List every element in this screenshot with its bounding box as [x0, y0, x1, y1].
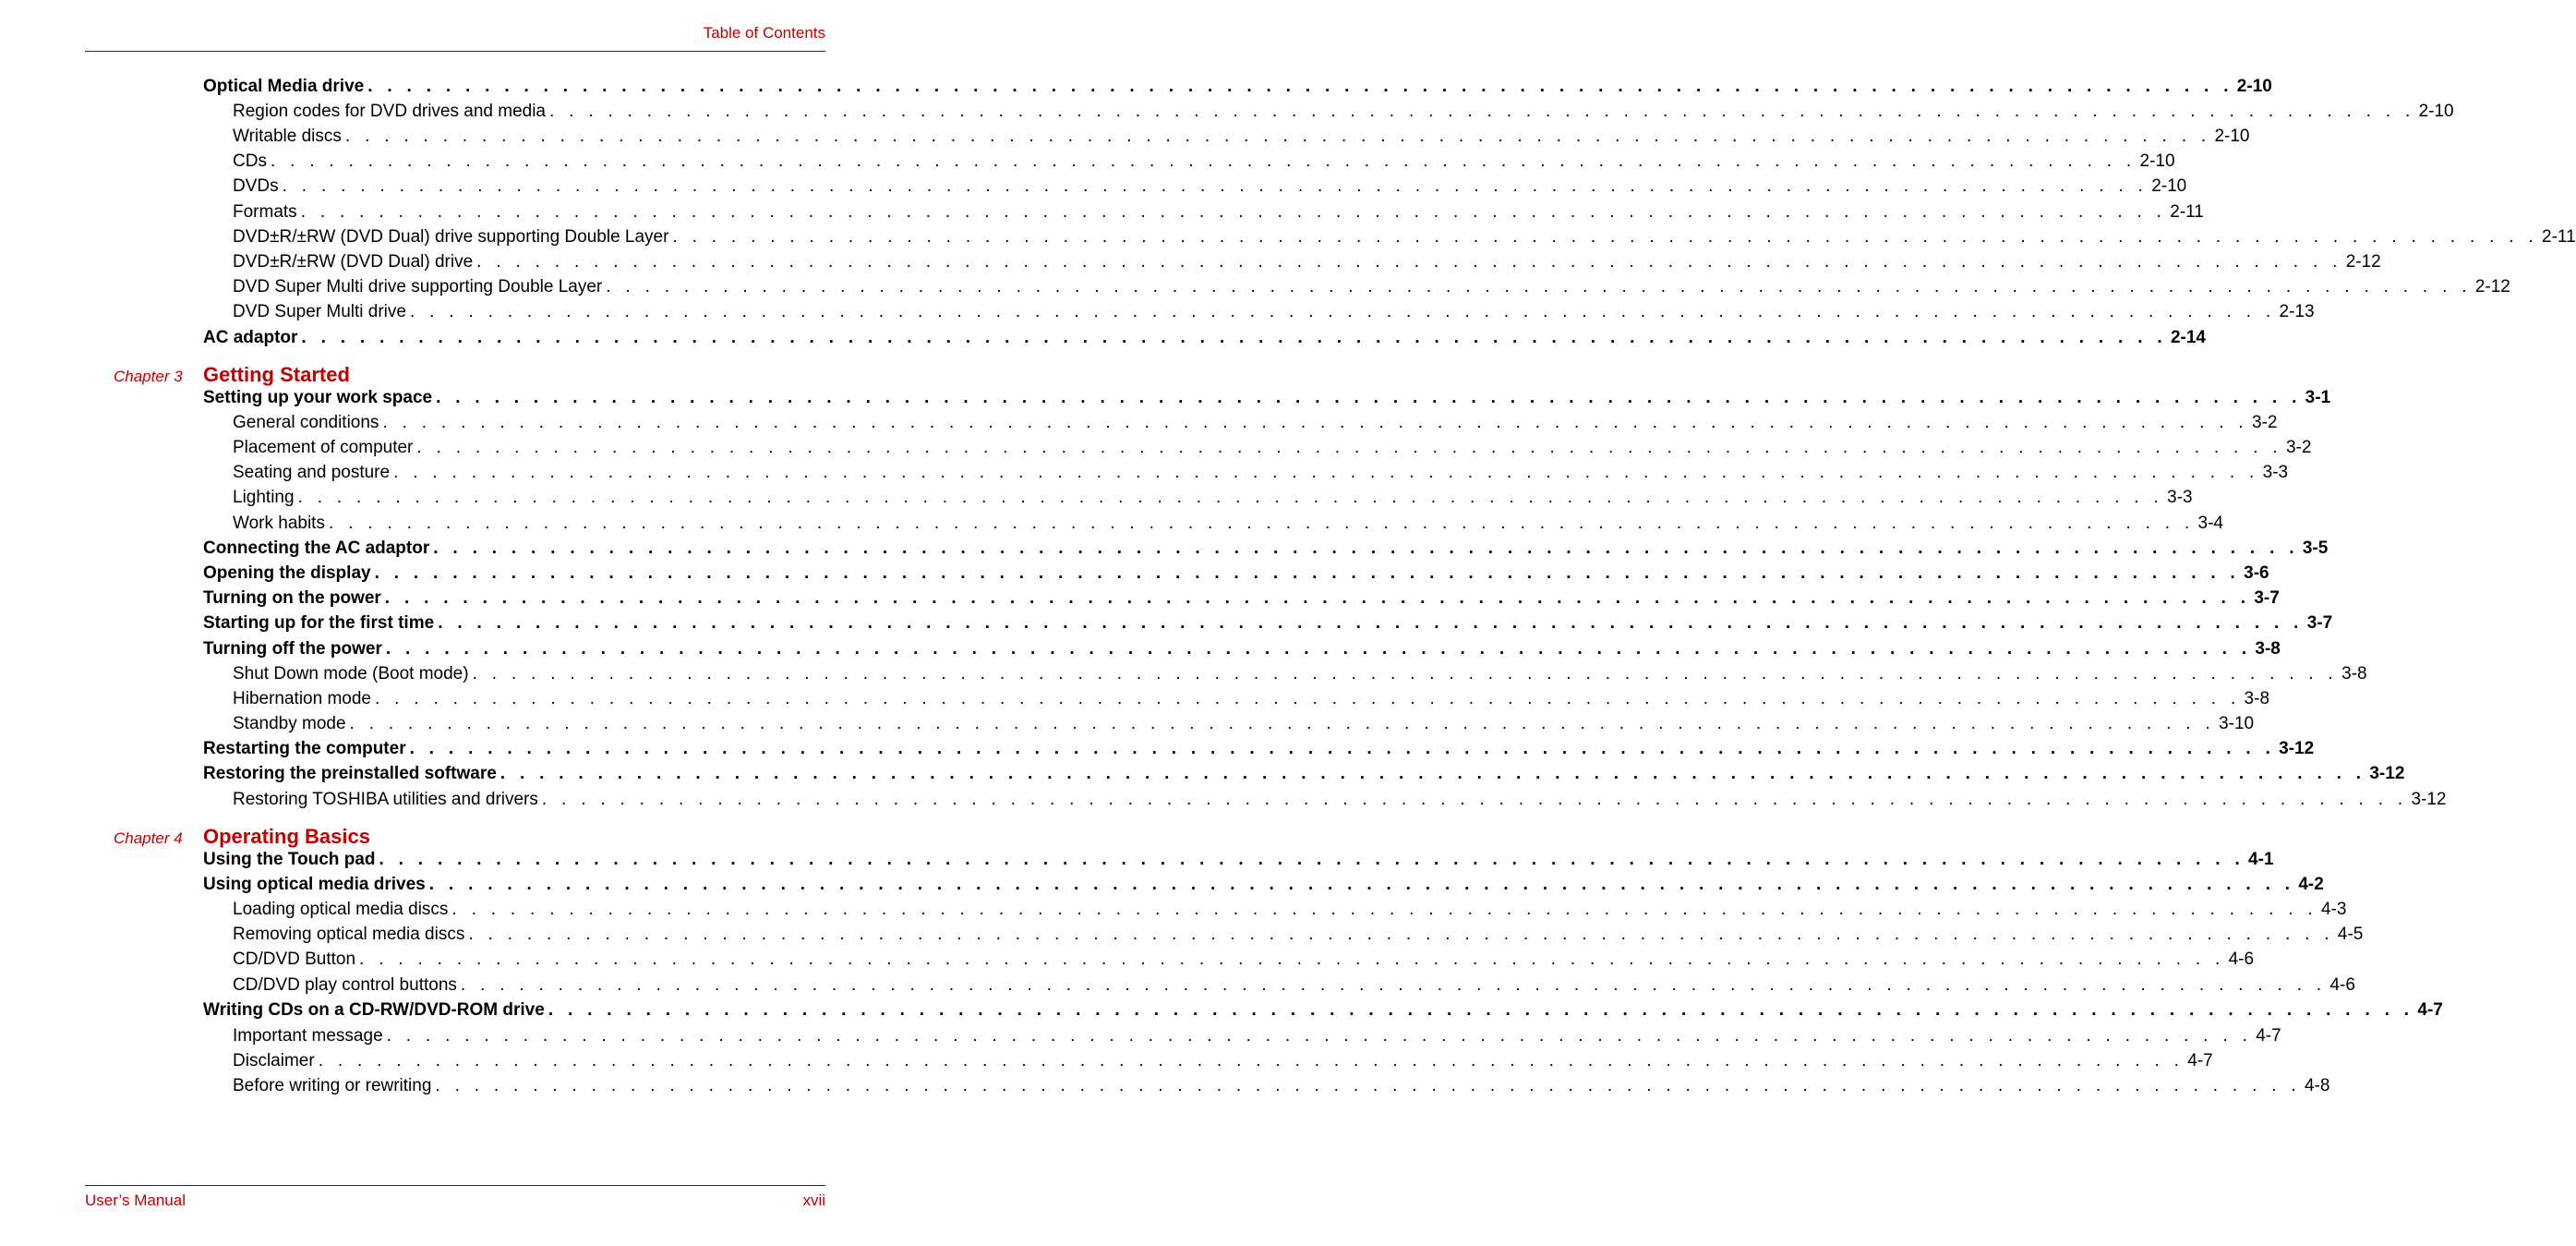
dot-leader: . . . . . . . . . . . . . . . . . . . . . . . . . . . . . . . . . . . . . . . . . . . . . . . . . . . . . . . . . . . . . . . . . . . . . . . . . . . . . . . . . . . . . . . . . . . . . . . . — [433, 538, 2299, 558]
toc-entry-label: Connecting the AC adaptor — [203, 538, 430, 558]
dot-leader: . . . . . . . . . . . . . . . . . . . . . . . . . . . . . . . . . . . . . . . . . . . . . . . . . . . . . . . . . . . . . . . . . . . . . . . . . . . . . . . . . . . . . . . . . . . . . . . . — [385, 639, 2252, 659]
toc-entry-label: AC adaptor — [203, 328, 298, 347]
toc-entry-label: Lighting — [233, 488, 295, 507]
toc-entry-label: Setting up your work space — [203, 388, 433, 407]
toc-entry-label: Starting up for the first time — [203, 613, 435, 633]
dot-leader: . . . . . . . . . . . . . . . . . . . . . . . . . . . . . . . . . . . . . . . . . . . . . . . . . . . . . . . . . . . . . . . . . . . . . . . . . . . . . . . . . . . . . . . . . . . . . . . . — [384, 588, 2251, 608]
toc-entry-section[interactable] — [203, 328, 2206, 352]
toc-entry-subsection[interactable] — [233, 438, 2312, 462]
toc-entry-label: Work habits — [233, 514, 325, 533]
dot-leader: . . . . . . . . . . . . . . . . . . . . . . . . . . . . . . . . . . . . . . . . . . . . . . . . . . . . . . . . . . . . . . . . . . . . . . . . . . . . . . . . . . . . . . . . . . . . . . . . — [468, 925, 2334, 944]
toc-entry-label: Hibernation mode — [233, 689, 371, 708]
toc-entry-subsection[interactable] — [233, 689, 2270, 713]
chapter-title[interactable]: Getting Started — [203, 363, 350, 386]
toc-entry-subsection[interactable] — [233, 925, 2364, 949]
toc-entry-subsection[interactable] — [233, 714, 2255, 738]
toc-entry-label: DVD±R/±RW (DVD Dual) drive — [233, 252, 474, 272]
toc-entry-page: 3-12 — [2411, 790, 2447, 809]
dot-leader: . . . . . . . . . . . . . . . . . . . . . . . . . . . . . . . . . . . . . . . . . . . . . . . . . . . . . . . . . . . . . . . . . . . . . . . . . . . . . . . . . . . . . . . . . . . . . . . . — [435, 1076, 2301, 1095]
toc-entry-page: 2-11 — [2542, 227, 2576, 247]
toc-entry-label: Removing optical media discs — [233, 925, 465, 944]
toc-entry-subsection[interactable] — [233, 227, 2576, 251]
toc-entry-subsection[interactable] — [233, 102, 2454, 126]
toc-entry-section[interactable] — [203, 639, 2281, 663]
toc-entry-section[interactable] — [203, 875, 2324, 899]
toc-entry-subsection[interactable] — [233, 151, 2175, 175]
toc-entry-page: 4-6 — [2228, 950, 2255, 969]
dot-leader: . . . . . . . . . . . . . . . . . . . . . . . . . . . . . . . . . . . . . . . . . . . . . . . . . . . . . . . . . . . . . . . . . . . . . . . . . . . . . . . . . . . . . . . . . . . . . . . . — [328, 514, 2195, 533]
toc-entry-subsection[interactable] — [233, 1051, 2213, 1075]
toc-entry-section[interactable] — [203, 77, 2272, 101]
toc-entry-page: 2-10 — [2236, 77, 2272, 96]
toc-entry-page: 4-7 — [2256, 1026, 2281, 1046]
toc-entry-page: 4-2 — [2298, 875, 2324, 894]
dot-leader: . . . . . . . . . . . . . . . . . . . . . . . . . . . . . . . . . . . . . . . . . . . . . . . . . . . . . . . . . . . . . . . . . . . . . . . . . . . . . . . . . . . . . . . . . . . . . . . . — [409, 739, 2276, 758]
toc-entry-label: Optical Media drive — [203, 77, 365, 96]
dot-leader: . . . . . . . . . . . . . . . . . . . . . . . . . . . . . . . . . . . . . . . . . . . . . . . . . . . . . . . . . . . . . . . . . . . . . . . . . . . . . . . . . . . . . . . . . . . . . . . . — [428, 875, 2295, 894]
dot-leader: . . . . . . . . . . . . . . . . . . . . . . . . . . . . . . . . . . . . . . . . . . . . . . . . . . . . . . . . . . . . . . . . . . . . . . . . . . . . . . . . . . . . . . . . . . . . . . . . — [374, 689, 2241, 708]
footer-manual-title: User’s Manual — [85, 1192, 186, 1209]
page-header-title: Table of Contents — [703, 24, 825, 42]
toc-entry-subsection[interactable] — [233, 664, 2367, 688]
toc-entry-subsection[interactable] — [233, 202, 2204, 226]
toc-entry-page: 2-12 — [2345, 252, 2381, 272]
toc-entry-page: 3-1 — [2305, 388, 2331, 407]
toc-entry-section[interactable] — [203, 764, 2405, 788]
toc-entry-label: Shut Down mode (Boot mode) — [233, 664, 469, 683]
toc-entry-subsection[interactable] — [233, 488, 2193, 512]
toc-entry-page: 3-12 — [2369, 764, 2405, 783]
toc-entry-label: Restoring the preinstalled software — [203, 764, 497, 783]
dot-leader: . . . . . . . . . . . . . . . . . . . . . . . . . . . . . . . . . . . . . . . . . . . . . . . . . . . . . . . . . . . . . . . . . . . . . . . . . . . . . . . . . . . . . . . . . . . . . . . . — [436, 388, 2302, 407]
chapter-title[interactable]: Operating Basics — [203, 825, 370, 848]
toc-entry-page: 4-1 — [2248, 850, 2274, 869]
toc-entry-label: Using optical media drives — [203, 875, 426, 894]
dot-leader: . . . . . . . . . . . . . . . . . . . . . . . . . . . . . . . . . . . . . . . . . . . . . . . . . . . . . . . . . . . . . . . . . . . . . . . . . . . . . . . . . . . . . . . . . . . . . . . . — [301, 328, 2167, 347]
toc-entry-label: General conditions — [233, 413, 379, 432]
toc-entry-page: 3-3 — [2262, 463, 2289, 482]
toc-entry-page: 3-2 — [2285, 438, 2312, 457]
toc-entry-page: 2-10 — [2139, 151, 2175, 171]
toc-entry-page: 3-7 — [2254, 588, 2280, 608]
toc-entry-page: 3-8 — [2341, 664, 2367, 683]
toc-entry-label: Loading optical media discs — [233, 900, 449, 919]
toc-entry-label: Placement of computer — [233, 438, 414, 457]
toc-entry-page: 2-10 — [2418, 102, 2454, 121]
toc-entry-subsection[interactable] — [233, 1076, 2330, 1100]
toc-entry-section[interactable] — [203, 739, 2315, 763]
dot-leader: . . . . . . . . . . . . . . . . . . . . . . . . . . . . . . . . . . . . . . . . . . . . . . . . . . . . . . . . . . . . . . . . . . . . . . . . . . . . . . . . . . . . . . . . . . . . . . . . — [282, 176, 2149, 196]
toc-entry-page: 2-10 — [2214, 127, 2250, 146]
toc-entry-label: CDs — [233, 151, 267, 171]
toc-entry-section[interactable] — [203, 388, 2331, 412]
toc-entry-page: 2-12 — [2474, 277, 2510, 296]
toc-entry-page: 4-5 — [2337, 925, 2364, 944]
toc-entry-subsection[interactable] — [233, 127, 2250, 151]
dot-leader: . . . . . . . . . . . . . . . . . . . . . . . . . . . . . . . . . . . . . . . . . . . . . . . . . . . . . . . . . . . . . . . . . . . . . . . . . . . . . . . . . . . . . . . . . . . . . . . . — [386, 1026, 2253, 1046]
dot-leader: . . . . . . . . . . . . . . . . . . . . . . . . . . . . . . . . . . . . . . . . . . . . . . . . . . . . . . . . . . . . . . . . . . . . . . . . . . . . . . . . . . . . . . . . . . . . . . . . — [349, 714, 2216, 733]
toc-entry-label: DVD Super Multi drive supporting Double Layer — [233, 277, 603, 296]
toc-entry-section[interactable] — [203, 613, 2333, 637]
toc-entry-section[interactable] — [203, 588, 2280, 612]
dot-leader: . . . . . . . . . . . . . . . . . . . . . . . . . . . . . . . . . . . . . . . . . . . . . . . . . . . . . . . . . . . . . . . . . . . . . . . . . . . . . . . . . . . . . . . . . . . . . . . . — [367, 77, 2233, 96]
dot-leader: . . . . . . . . . . . . . . . . . . . . . . . . . . . . . . . . . . . . . . . . . . . . . . . . . . . . . . . . . . . . . . . . . . . . . . . . . . . . . . . . . . . . . . . . . . . . . . . . — [548, 1000, 2414, 1020]
dot-leader: . . . . . . . . . . . . . . . . . . . . . . . . . . . . . . . . . . . . . . . . . . . . . . . . . . . . . . . . . . . . . . . . . . . . . . . . . . . . . . . . . . . . . . . . . . . . . . . . — [476, 252, 2342, 272]
dot-leader: . . . . . . . . . . . . . . . . . . . . . . . . . . . . . . . . . . . . . . . . . . . . . . . . . . . . . . . . . . . . . . . . . . . . . . . . . . . . . . . . . . . . . . . . . . . . . . . . — [416, 438, 2282, 457]
toc-entry-label: DVD Super Multi drive — [233, 302, 406, 321]
toc-entry-page: 2-14 — [2170, 328, 2206, 347]
dot-leader: . . . . . . . . . . . . . . . . . . . . . . . . . . . . . . . . . . . . . . . . . . . . . . . . . . . . . . . . . . . . . . . . . . . . . . . . . . . . . . . . . . . . . . . . . . . . . . . . — [409, 302, 2276, 321]
toc-entry-label: CD/DVD Button — [233, 950, 356, 969]
toc-entry-label: Using the Touch pad — [203, 850, 376, 869]
dot-leader: . . . . . . . . . . . . . . . . . . . . . . . . . . . . . . . . . . . . . . . . . . . . . . . . . . . . . . . . . . . . . . . . . . . . . . . . . . . . . . . . . . . . . . . . . . . . . . . . — [270, 151, 2137, 171]
toc-entry-label: Standby mode — [233, 714, 346, 733]
chapter-label: Chapter 3 — [114, 368, 183, 385]
dot-leader: . . . . . . . . . . . . . . . . . . . . . . . . . . . . . . . . . . . . . . . . . . . . . . . . . . . . . . . . . . . . . . . . . . . . . . . . . . . . . . . . . . . . . . . . . . . . . . . . — [438, 613, 2304, 633]
toc-entry-label: Writable discs — [233, 127, 342, 146]
toc-entry-subsection[interactable] — [233, 514, 2223, 538]
toc-entry-subsection[interactable] — [233, 950, 2255, 974]
dot-leader: . . . . . . . . . . . . . . . . . . . . . . . . . . . . . . . . . . . . . . . . . . . . . . . . . . . . . . . . . . . . . . . . . . . . . . . . . . . . . . . . . . . . . . . . . . . . . . . . — [382, 413, 2248, 432]
toc-entry-page: 3-4 — [2197, 514, 2223, 533]
toc-entry-label: Formats — [233, 202, 297, 222]
toc-entry-subsection[interactable] — [233, 252, 2381, 276]
toc-entry-section[interactable] — [203, 850, 2274, 874]
toc-entry-page: 3-8 — [2255, 639, 2281, 659]
toc-entry-subsection[interactable] — [233, 302, 2315, 326]
toc-entry-section[interactable] — [203, 563, 2269, 587]
toc-entry-label: Seating and posture — [233, 463, 391, 482]
dot-leader: . . . . . . . . . . . . . . . . . . . . . . . . . . . . . . . . . . . . . . . . . . . . . . . . . . . . . . . . . . . . . . . . . . . . . . . . . . . . . . . . . . . . . . . . . . . . . . . . — [318, 1051, 2185, 1071]
toc-entry-label: Writing CDs on a CD-RW/DVD-ROM drive — [203, 1000, 545, 1020]
dot-leader: . . . . . . . . . . . . . . . . . . . . . . . . . . . . . . . . . . . . . . . . . . . . . . . . . . . . . . . . . . . . . . . . . . . . . . . . . . . . . . . . . . . . . . . . . . . . . . . . — [374, 563, 2241, 583]
toc-entry-section[interactable] — [203, 1000, 2443, 1024]
toc-entry-page: 3-7 — [2306, 613, 2333, 633]
dot-leader: . . . . . . . . . . . . . . . . . . . . . . . . . . . . . . . . . . . . . . . . . . . . . . . . . . . . . . . . . . . . . . . . . . . . . . . . . . . . . . . . . . . . . . . . . . . . . . . . — [451, 900, 2317, 919]
toc-entry-label: Before writing or rewriting — [233, 1076, 432, 1095]
toc-entry-page: 3-8 — [2244, 689, 2270, 708]
toc-entry-page: 3-6 — [2244, 563, 2269, 583]
toc-entry-page: 4-6 — [2329, 975, 2355, 995]
toc-entry-label: Restarting the computer — [203, 739, 406, 758]
toc-entry-label: Turning on the power — [203, 588, 381, 608]
dot-leader: . . . . . . . . . . . . . . . . . . . . . . . . . . . . . . . . . . . . . . . . . . . . . . . . . . . . . . . . . . . . . . . . . . . . . . . . . . . . . . . . . . . . . . . . . . . . . . . . — [297, 488, 2164, 507]
toc-entry-subsection[interactable] — [233, 1026, 2281, 1050]
dot-leader: . . . . . . . . . . . . . . . . . . . . . . . . . . . . . . . . . . . . . . . . . . . . . . . . . . . . . . . . . . . . . . . . . . . . . . . . . . . . . . . . . . . . . . . . . . . . . . . . — [606, 277, 2472, 296]
toc-entry-label: Restoring TOSHIBA utilities and drivers — [233, 790, 538, 809]
toc-entry-page: 2-11 — [2170, 202, 2204, 222]
dot-leader: . . . . . . . . . . . . . . . . . . . . . . . . . . . . . . . . . . . . . . . . . . . . . . . . . . . . . . . . . . . . . . . . . . . . . . . . . . . . . . . . . . . . . . . . . . . . . . . . — [359, 950, 2225, 969]
dot-leader: . . . . . . . . . . . . . . . . . . . . . . . . . . . . . . . . . . . . . . . . . . . . . . . . . . . . . . . . . . . . . . . . . . . . . . . . . . . . . . . . . . . . . . . . . . . . . . . . — [500, 764, 2366, 783]
toc-entry-label: Opening the display — [203, 563, 371, 583]
toc-entry-label: Important message — [233, 1026, 383, 1046]
dot-leader: . . . . . . . . . . . . . . . . . . . . . . . . . . . . . . . . . . . . . . . . . . . . . . . . . . . . . . . . . . . . . . . . . . . . . . . . . . . . . . . . . . . . . . . . . . . . . . . . — [541, 790, 2408, 809]
toc-entry-page: 3-5 — [2302, 538, 2329, 558]
toc-entry-page: 3-3 — [2167, 488, 2193, 507]
toc-entry-label: Turning off the power — [203, 639, 382, 659]
dot-leader: . . . . . . . . . . . . . . . . . . . . . . . . . . . . . . . . . . . . . . . . . . . . . . . . . . . . . . . . . . . . . . . . . . . . . . . . . . . . . . . . . . . . . . . . . . . . . . . . — [472, 664, 2339, 683]
dot-leader: . . . . . . . . . . . . . . . . . . . . . . . . . . . . . . . . . . . . . . . . . . . . . . . . . . . . . . . . . . . . . . . . . . . . . . . . . . . . . . . . . . . . . . . . . . . . . . . . — [344, 127, 2211, 146]
dot-leader: . . . . . . . . . . . . . . . . . . . . . . . . . . . . . . . . . . . . . . . . . . . . . . . . . . . . . . . . . . . . . . . . . . . . . . . . . . . . . . . . . . . . . . . . . . . . . . . . — [672, 227, 2539, 247]
toc-entry-page: 2-10 — [2151, 176, 2187, 196]
toc-entry-page: 4-7 — [2417, 1000, 2443, 1020]
toc-entry-page: 2-13 — [2279, 302, 2315, 321]
toc-entry-page: 3-2 — [2252, 413, 2278, 432]
header-rule — [85, 51, 825, 52]
toc-entry-page: 3-10 — [2219, 714, 2255, 733]
toc-entry-subsection[interactable] — [233, 277, 2510, 301]
toc-entry-label: CD/DVD play control buttons — [233, 975, 457, 995]
chapter-label: Chapter 4 — [114, 829, 183, 847]
toc-entry-page: 3-12 — [2279, 739, 2315, 758]
toc-entry-subsection[interactable] — [233, 176, 2187, 200]
toc-entry-label: DVD±R/±RW (DVD Dual) drive supporting Double Layer — [233, 227, 669, 247]
toc-entry-page: 4-8 — [2304, 1076, 2330, 1095]
footer-page-number: xvii — [802, 1192, 825, 1209]
dot-leader: . . . . . . . . . . . . . . . . . . . . . . . . . . . . . . . . . . . . . . . . . . . . . . . . . . . . . . . . . . . . . . . . . . . . . . . . . . . . . . . . . . . . . . . . . . . . . . . . — [393, 463, 2259, 482]
toc-entry-label: Disclaimer — [233, 1051, 315, 1071]
dot-leader: . . . . . . . . . . . . . . . . . . . . . . . . . . . . . . . . . . . . . . . . . . . . . . . . . . . . . . . . . . . . . . . . . . . . . . . . . . . . . . . . . . . . . . . . . . . . . . . . — [379, 850, 2245, 869]
dot-leader: . . . . . . . . . . . . . . . . . . . . . . . . . . . . . . . . . . . . . . . . . . . . . . . . . . . . . . . . . . . . . . . . . . . . . . . . . . . . . . . . . . . . . . . . . . . . . . . . — [460, 975, 2327, 995]
footer-rule — [85, 1185, 825, 1186]
toc-entry-page: 4-7 — [2187, 1051, 2213, 1071]
dot-leader: . . . . . . . . . . . . . . . . . . . . . . . . . . . . . . . . . . . . . . . . . . . . . . . . . . . . . . . . . . . . . . . . . . . . . . . . . . . . . . . . . . . . . . . . . . . . . . . . — [300, 202, 2167, 222]
toc-entry-subsection[interactable] — [233, 463, 2289, 487]
toc-entry-subsection[interactable] — [233, 900, 2347, 924]
toc-entry-subsection[interactable] — [233, 790, 2447, 814]
toc-entry-subsection[interactable] — [233, 975, 2355, 999]
toc-entry-section[interactable] — [203, 538, 2329, 563]
toc-entry-label: DVDs — [233, 176, 279, 196]
toc-entry-page: 4-3 — [2320, 900, 2347, 919]
toc-entry-label: Region codes for DVD drives and media — [233, 102, 547, 121]
dot-leader: . . . . . . . . . . . . . . . . . . . . . . . . . . . . . . . . . . . . . . . . . . . . . . . . . . . . . . . . . . . . . . . . . . . . . . . . . . . . . . . . . . . . . . . . . . . . . . . . — [549, 102, 2415, 121]
toc-entry-subsection[interactable] — [233, 413, 2278, 437]
